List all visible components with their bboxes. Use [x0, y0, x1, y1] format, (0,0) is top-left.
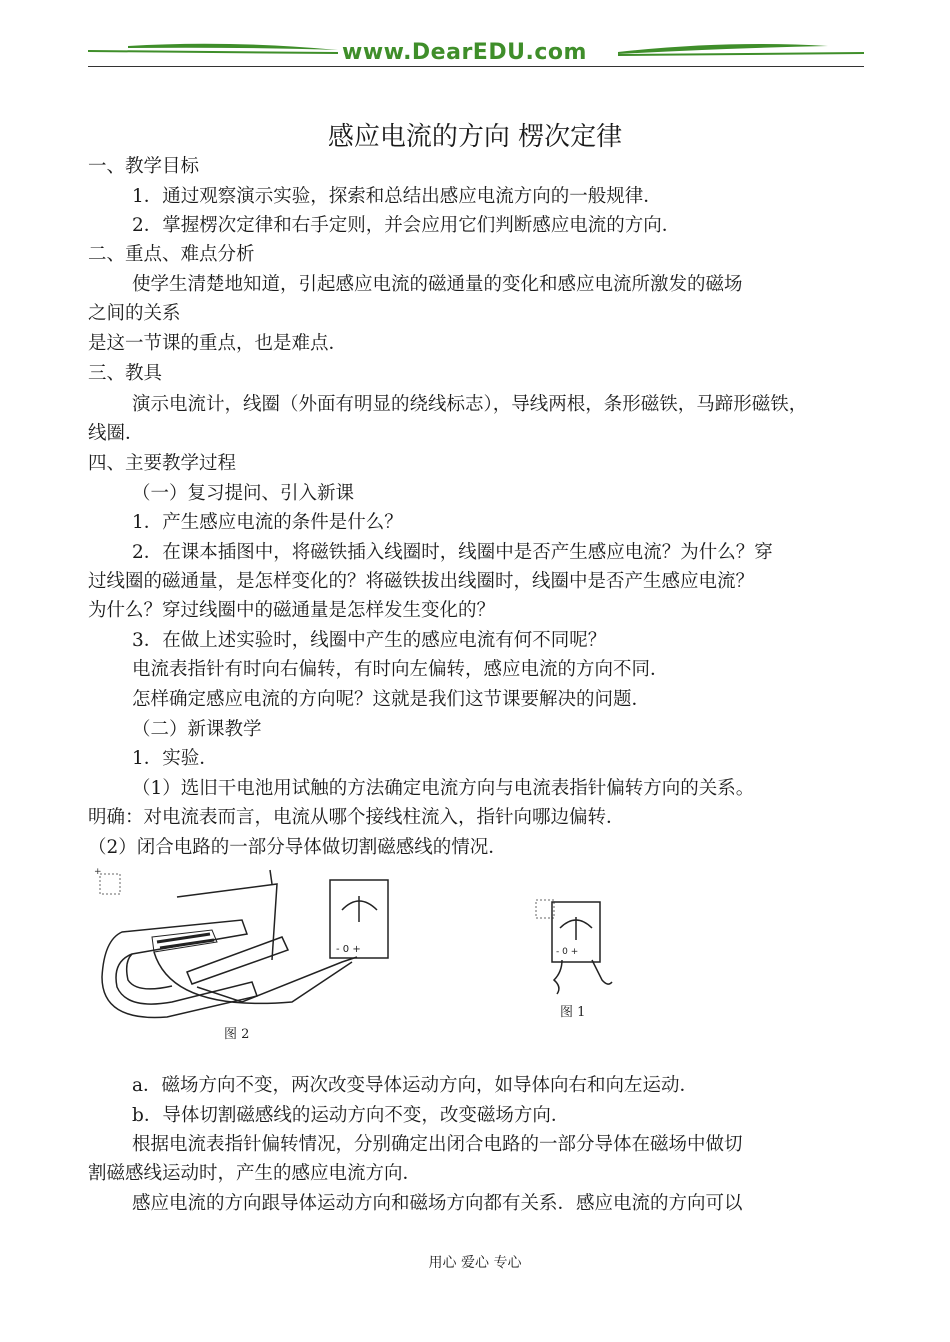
text-line: （1）选旧干电池用试触的方法确定电流方向与电流表指针偏转方向的关系。 — [132, 778, 755, 799]
text-line: 为什么？穿过线圈中的磁通量是怎样发生变化的？ — [88, 600, 496, 621]
experiment-diagram — [92, 862, 632, 1042]
text-line: 电流表指针有时向右偏转，有时向左偏转，感应电流的方向不同． — [132, 659, 669, 680]
text-line: 演示电流计，线圈（外面有明显的绕线标志），导线两根，条形磁铁，马蹄形磁铁， — [132, 394, 808, 415]
meter-terminals-label: - 0 + — [336, 944, 361, 955]
page-footer: 用心 爱心 专心 — [428, 1255, 522, 1271]
text-line: 1．产生感应电流的条件是什么？ — [132, 512, 403, 533]
text-line: （二）新课教学 — [132, 719, 262, 740]
text-line: 2．掌握楞次定律和右手定则，并会应用它们判断感应电流的方向． — [132, 215, 681, 236]
svg-text:+: + — [94, 867, 102, 877]
text-line: 明确：对电流表而言，电流从哪个接线柱流入，指针向哪边偏转． — [88, 807, 625, 828]
text-line: 1．通过观察演示实验，探索和总结出感应电流方向的一般规律． — [132, 186, 662, 207]
meter-terminals-label: - 0 + — [556, 947, 579, 957]
experiment-figures — [92, 862, 632, 1042]
text-line: 是这一节课的重点，也是难点． — [88, 333, 348, 354]
text-line: b．导体切割磁感线的运动方向不变，改变磁场方向． — [132, 1105, 570, 1126]
text-line: 之间的关系 — [88, 303, 181, 324]
text-line: 割磁感线运动时，产生的感应电流方向． — [88, 1163, 422, 1184]
text-line: 1．实验． — [132, 748, 218, 769]
text-line: 3．在做上述实验时，线圈中产生的感应电流有何不同呢？ — [132, 630, 607, 651]
text-line: 怎样确定感应电流的方向呢？这就是我们这节课要解决的问题． — [132, 689, 651, 710]
text-line: 2．在课本插图中，将磁铁插入线圈时，线圈中是否产生感应电流？为什么？穿 — [132, 542, 773, 563]
text-line: 线圈． — [88, 423, 144, 444]
image-placeholder-icon — [100, 874, 120, 894]
header-divider — [88, 66, 864, 67]
text-line: 根据电流表指针偏转情况，分别确定出闭合电路的一部分导体在磁场中做切 — [132, 1134, 743, 1155]
text-line: 感应电流的方向跟导体运动方向和磁场方向都有关系．感应电流的方向可以 — [132, 1193, 743, 1214]
figure-caption: 图 1 — [560, 1005, 586, 1020]
section-heading: 一、教学目标 — [88, 156, 200, 177]
text-line: 使学生清楚地知道，引起感应电流的磁通量的变化和感应电流所激发的磁场 — [132, 274, 743, 295]
section-heading: 二、重点、难点分析 — [88, 244, 255, 265]
section-heading: 四、主要教学过程 — [88, 453, 237, 474]
site-logo[interactable]: www.DearEDU.com — [342, 40, 587, 65]
section-heading: 三、教具 — [88, 363, 163, 384]
text-line: a．磁场方向不变，两次改变导体运动方向，如导体向右和向左运动． — [132, 1075, 699, 1096]
figure-caption: 图 2 — [224, 1027, 250, 1042]
text-line: 过线圈的磁通量，是怎样变化的？将磁铁拔出线圈时，线圈中是否产生感应电流？ — [88, 571, 755, 592]
text-line: （2）闭合电路的一部分导体做切割磁感线的情况． — [88, 837, 507, 858]
text-line: （一）复习提问、引入新课 — [132, 483, 355, 504]
page-title: 感应电流的方向 楞次定律 — [327, 122, 623, 152]
